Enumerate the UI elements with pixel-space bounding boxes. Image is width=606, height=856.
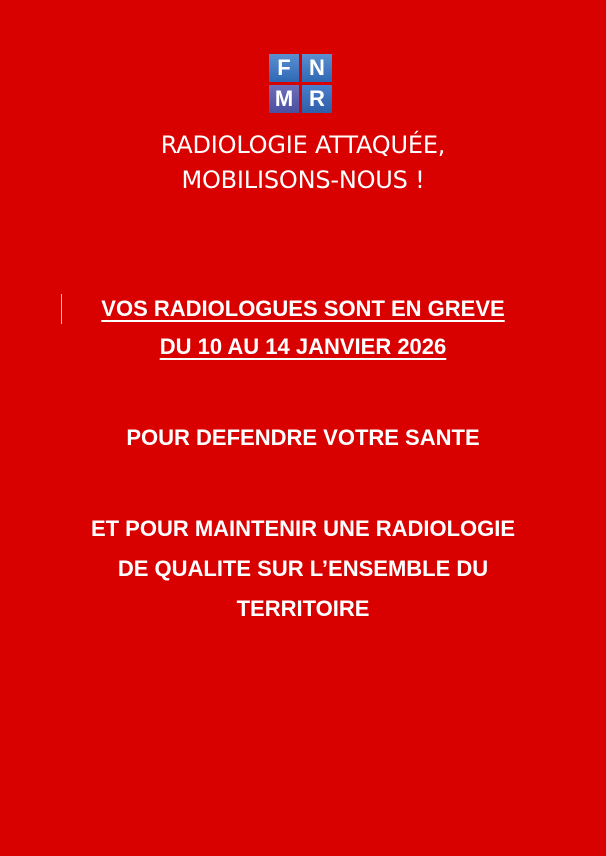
logo-letter-n: N: [302, 54, 332, 82]
defend-line-1: POUR DEFENDRE VOTRE SANTE: [126, 425, 480, 450]
title-line-1: RADIOLOGIE ATTAQUÉE,: [160, 131, 446, 159]
logo-letter-r: R: [302, 85, 332, 113]
strike-line-1: VOS RADIOLOGUES SONT EN GREVE: [101, 296, 505, 321]
maintain-line-2: DE QUALITE SUR L’ENSEMBLE DU: [117, 556, 489, 581]
maintain-line-1: ET POUR MAINTENIR UNE RADIOLOGIE: [90, 516, 516, 541]
title-line-2: MOBILISONS-NOUS !: [181, 166, 425, 194]
page-title: [0, 128, 606, 198]
maintain-statement: [0, 509, 606, 629]
fnmr-logo: [269, 54, 333, 114]
defend-statement: [0, 419, 606, 457]
logo-letter-m: M: [269, 85, 299, 113]
maintain-line-3: TERRITOIRE: [236, 596, 370, 621]
strike-line-2: DU 10 AU 14 JANVIER 2026: [159, 334, 447, 359]
logo-letter-f: F: [269, 54, 299, 82]
strike-notice: [0, 290, 606, 366]
